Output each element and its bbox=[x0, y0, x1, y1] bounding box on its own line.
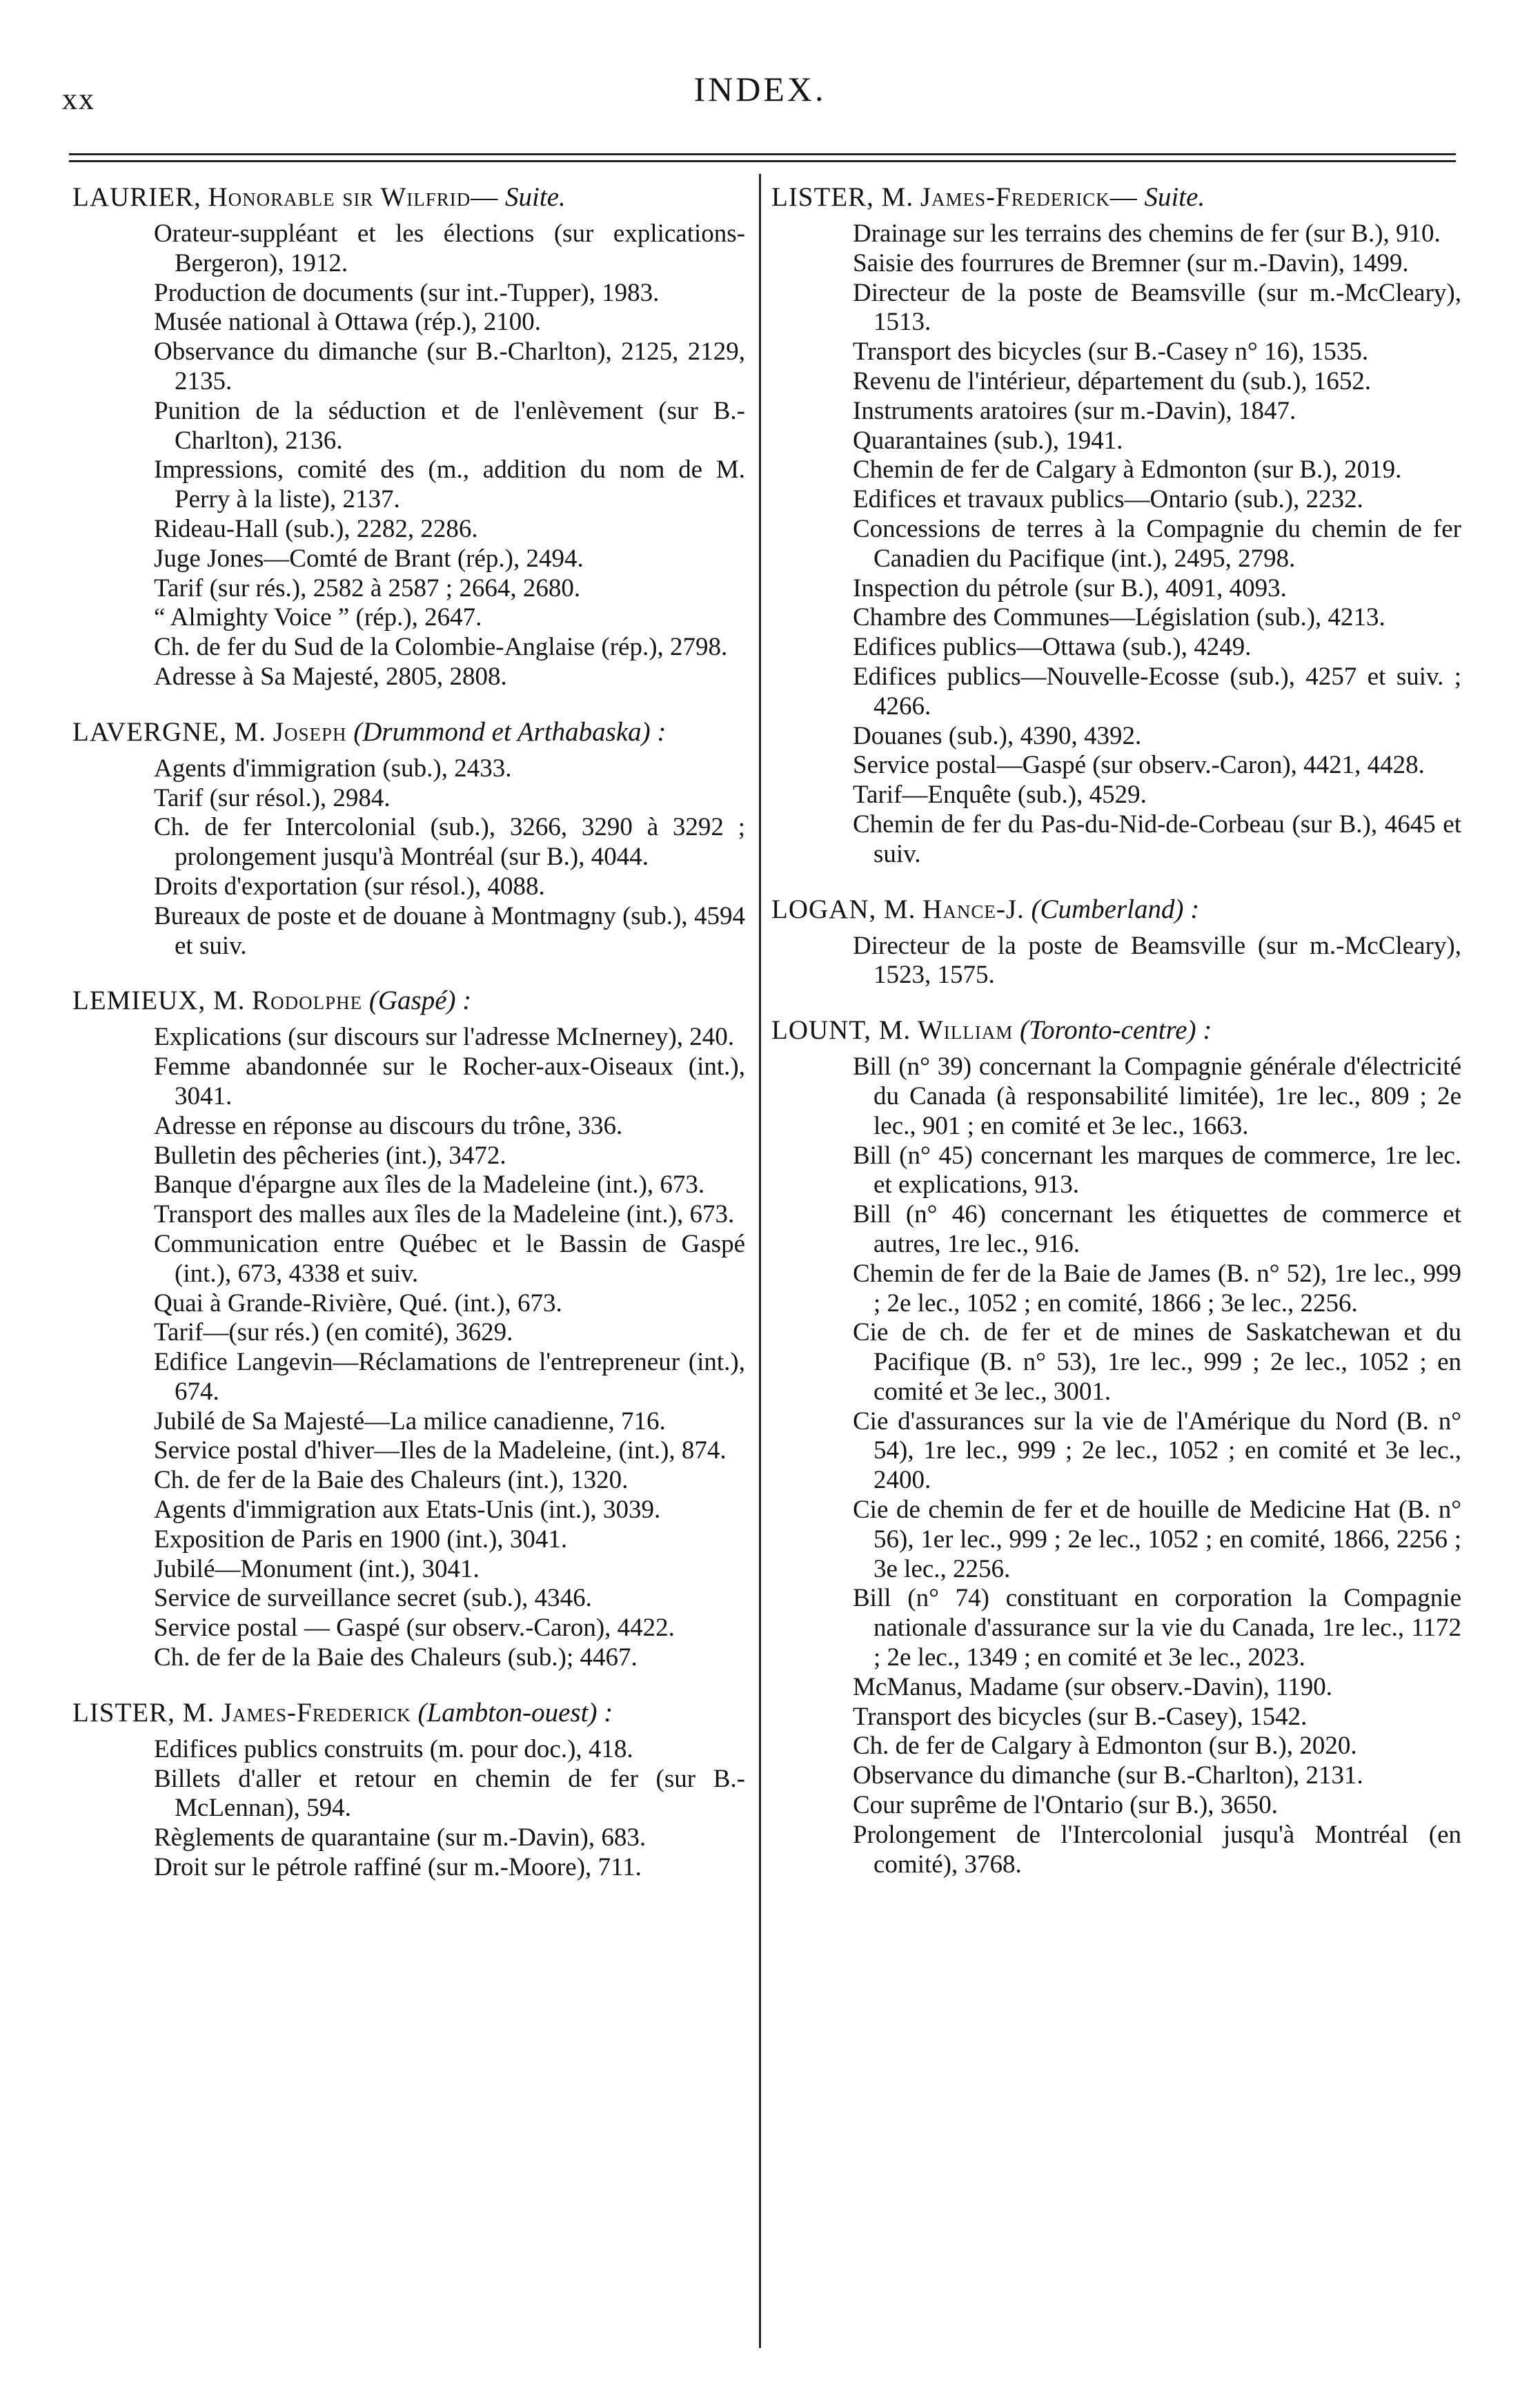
entry-item: Directeur de la poste de Beamsville (sur m.-McCleary), 1513. bbox=[853, 278, 1461, 337]
entry-item: Tarif—Enquête (sub.), 4529. bbox=[853, 781, 1147, 810]
entry-item: Observance du dimanche (sur B.-Charlton), 2131. bbox=[853, 1761, 1363, 1790]
entry-qualifier: Suite. bbox=[505, 182, 566, 212]
entry-item: Tarif—(sur rés.) (en comité), 3629. bbox=[154, 1318, 513, 1347]
entry-title: James-Frederick— bbox=[920, 182, 1138, 212]
entry-item: Chemin de fer de Calgary à Edmonton (sur B.), 2019. bbox=[853, 456, 1402, 484]
entry-heading bbox=[72, 716, 745, 749]
entry-item: Tarif (sur rés.), 2582 à 2587 ; 2664, 2680. bbox=[154, 574, 581, 603]
entry-qualifier: (Toronto-centre) : bbox=[1019, 1015, 1212, 1046]
entry-item: Service postal — Gaspé (sur observ.-Caron), 4422. bbox=[154, 1614, 675, 1643]
entry-item: Chemin de fer de la Baie de James (B. n° 52), 1re lec., 999 ; 2e lec., 1052 ; en comité, 1866 ; 3e lec., 2256. bbox=[853, 1259, 1461, 1318]
entry-title: Joseph bbox=[273, 716, 347, 747]
entry-item: Transport des malles aux îles de la Madeleine (int.), 673. bbox=[154, 1200, 735, 1229]
entry-item: Inspection du pétrole (sur B.), 4091, 4093. bbox=[853, 574, 1287, 603]
entry-item: Edifices publics construits (m. pour doc.), 418. bbox=[154, 1734, 633, 1763]
entry-item: McManus, Madame (sur observ.-Davin), 1190. bbox=[853, 1672, 1332, 1701]
entry-item: Douanes (sub.), 4390, 4392. bbox=[853, 721, 1142, 750]
entry-item: “ Almighty Voice ” (rép.), 2647. bbox=[154, 603, 482, 632]
entry-item: Cour suprême de l'Ontario (sur B.), 3650. bbox=[853, 1791, 1279, 1820]
right-column bbox=[771, 181, 1461, 1903]
entry-heading bbox=[72, 984, 745, 1017]
entry-item: Jubilé de Sa Majesté—La milice canadienne, 716. bbox=[154, 1407, 666, 1436]
entry-qualifier: (Cumberland) : bbox=[1031, 894, 1200, 924]
entry-item: Bill (n° 74) constituant en corporation la Compagnie nationale d'assurance sur la vie du Canada, 1re lec., 1172 ; 2e lec., 1349 ; en comité et 3e lec., 2023. bbox=[853, 1584, 1461, 1672]
entry-title: Honorable sir Wilfrid— bbox=[208, 182, 499, 212]
entry-item: Chemin de fer du Pas-du-Nid-de-Corbeau (sur B.), 4645 et suiv. bbox=[853, 810, 1461, 868]
entry-item: Cie de chemin de fer et de houille de Medicine Hat (B. n° 56), 1er lec., 999 ; 2e lec., 1052 ; en comité, 1866, 2256 ; 3e lec., 2256. bbox=[853, 1496, 1461, 1583]
header-rule-bottom bbox=[69, 160, 1456, 162]
entry-item: Cie de ch. de fer et de mines de Saskatchewan et du Pacifique (B. n° 53), 1re lec., 999 ; 2e lec., 1052 ; en comité et 3e lec., 3001. bbox=[853, 1318, 1461, 1406]
entry-item: Adresse à Sa Majesté, 2805, 2808. bbox=[154, 662, 507, 691]
entry-heading bbox=[771, 893, 1461, 926]
entry-name: LOGAN, M. bbox=[771, 894, 916, 924]
entry-item: Musée national à Ottawa (rép.), 2100. bbox=[154, 308, 541, 337]
entry-item: Ch. de fer de Calgary à Edmonton (sur B.), 2020. bbox=[853, 1732, 1357, 1761]
page-title: INDEX. bbox=[693, 70, 827, 108]
left-column bbox=[72, 181, 745, 1906]
entry-item: Bill (n° 46) concernant les étiquettes de commerce et autres, 1re lec., 916. bbox=[853, 1200, 1461, 1258]
entry-name: LAURIER, bbox=[72, 182, 201, 212]
entry-item: Billets d'aller et retour en chemin de fer (sur B.-McLennan), 594. bbox=[154, 1764, 745, 1823]
entry-item: Orateur-suppléant et les élections (sur explications-Bergeron), 1912. bbox=[154, 219, 745, 277]
entry-name: LOUNT, M. bbox=[771, 1015, 911, 1046]
entry-qualifier: (Gaspé) : bbox=[368, 986, 472, 1016]
entry-item: Punition de la séduction et de l'enlèvement (sur B.-Charlton), 2136. bbox=[154, 396, 745, 455]
entry-item: Prolongement de l'Intercolonial jusqu'à Montréal (en comité), 3768. bbox=[853, 1820, 1461, 1879]
entry-title: William bbox=[917, 1015, 1014, 1046]
entry-item: Exposition de Paris en 1900 (int.), 3041. bbox=[154, 1525, 568, 1554]
entry-item: Communication entre Québec et le Bassin de Gaspé (int.), 673, 4338 et suiv. bbox=[154, 1229, 745, 1288]
entry-item: Ch. de fer Intercolonial (sub.), 3266, 3290 à 3292 ; prolongement jusqu'à Montréal (sur B.), 4044. bbox=[154, 813, 745, 872]
entry-heading bbox=[72, 1696, 745, 1730]
entry-item: Ch. de fer de la Baie des Chaleurs (sub.); 4467. bbox=[154, 1643, 638, 1672]
entry-item: Quarantaines (sub.), 1941. bbox=[853, 426, 1123, 455]
entry-item: Adresse en réponse au discours du trône, 336. bbox=[154, 1111, 623, 1140]
entry-item: Directeur de la poste de Beamsville (sur m.-McCleary), 1523, 1575. bbox=[853, 931, 1461, 990]
entry-item: Explications (sur discours sur l'adresse McInerney), 240. bbox=[154, 1023, 735, 1052]
entry-title: Rodolphe bbox=[252, 986, 363, 1016]
entry-qualifier: (Drummond et Arthabaska) : bbox=[353, 716, 667, 747]
entry-item: Edifice Langevin—Réclamations de l'entrepreneur (int.), 674. bbox=[154, 1348, 745, 1406]
entry-item: Drainage sur les terrains des chemins de fer (sur B.), 910. bbox=[853, 219, 1441, 248]
entry-item: Edifices et travaux publics—Ontario (sub.), 2232. bbox=[853, 485, 1363, 514]
entry-item: Agents d'immigration (sub.), 2433. bbox=[154, 754, 512, 783]
entry-item: Revenu de l'intérieur, département du (sub.), 1652. bbox=[853, 366, 1372, 395]
entry-name: LAVERGNE, M. bbox=[72, 716, 267, 747]
index-entry bbox=[771, 893, 1461, 991]
page-number: xx bbox=[62, 82, 95, 116]
entry-item: Droits d'exportation (sur résol.), 4088. bbox=[154, 872, 545, 901]
entry-item: Instruments aratoires (sur m.-Davin), 1847. bbox=[853, 396, 1296, 425]
entry-item: Quai à Grande-Rivière, Qué. (int.), 673. bbox=[154, 1289, 562, 1318]
entry-item: Jubilé—Monument (int.), 3041. bbox=[154, 1554, 480, 1583]
entry-heading bbox=[771, 1014, 1461, 1047]
entry-item: Concessions de terres à la Compagnie du chemin de fer Canadien du Pacifique (int.), 2495, 2798. bbox=[853, 514, 1461, 573]
entry-item: Production de documents (sur int.-Tupper), 1983. bbox=[154, 278, 660, 307]
entry-item: Bill (n° 39) concernant la Compagnie générale d'électricité du Canada (à responsabilité limitée), 1re lec., 809 ; 2e lec., 901 ; en comité et 3e lec., 1663. bbox=[853, 1053, 1461, 1140]
index-entry bbox=[72, 716, 745, 961]
entry-title: Hance-J. bbox=[922, 894, 1025, 924]
entry-item: Impressions, comité des (m., addition du nom de M. Perry à la liste), 2137. bbox=[154, 456, 745, 514]
entry-item: Droit sur le pétrole raffiné (sur m.-Moore), 711. bbox=[154, 1853, 642, 1882]
entry-item: Transport des bicycles (sur B.-Casey), 1542. bbox=[853, 1702, 1307, 1731]
entry-item: Transport des bicycles (sur B.-Casey n° 16), 1535. bbox=[853, 337, 1369, 366]
index-entry bbox=[72, 984, 745, 1673]
entry-item: Cie d'assurances sur la vie de l'Amérique du Nord (B. n° 54), 1re lec., 999 ; 2e lec., 1052 ; en comité et 3e lec., 2400. bbox=[853, 1407, 1461, 1495]
entry-item: Edifices publics—Nouvelle-Ecosse (sub.), 4257 et suiv. ; 4266. bbox=[853, 662, 1461, 721]
index-entry bbox=[771, 1014, 1461, 1879]
entry-name: LEMIEUX, M. bbox=[72, 986, 246, 1016]
entry-item: Banque d'épargne aux îles de la Madeleine (int.), 673. bbox=[154, 1171, 705, 1200]
entry-title: James-Frederick bbox=[221, 1697, 411, 1727]
entry-heading bbox=[72, 181, 745, 214]
entry-item: Juge Jones—Comté de Brant (rép.), 2494. bbox=[154, 544, 584, 573]
entry-item: Service postal—Gaspé (sur observ.-Caron), 4421, 4428. bbox=[853, 751, 1425, 780]
index-entry bbox=[72, 1696, 745, 1883]
entry-item: Bureaux de poste et de douane à Montmagny (sub.), 4594 et suiv. bbox=[154, 901, 745, 960]
index-entry bbox=[771, 181, 1461, 870]
entry-item: Agents d'immigration aux Etats-Unis (int.), 3039. bbox=[154, 1496, 661, 1525]
entry-item: Femme abandonnée sur le Rocher-aux-Oiseaux (int.), 3041. bbox=[154, 1053, 745, 1110]
entry-item: Saisie des fourrures de Bremner (sur m.-Davin), 1499. bbox=[853, 248, 1409, 277]
entry-item: Ch. de fer de la Baie des Chaleurs (int.), 1320. bbox=[154, 1466, 629, 1495]
entry-item: Tarif (sur résol.), 2984. bbox=[154, 783, 391, 812]
header-rule-top bbox=[69, 153, 1456, 155]
entry-item: Bill (n° 45) concernant les marques de commerce, 1re lec. et explications, 913. bbox=[853, 1141, 1461, 1200]
entry-qualifier: Suite. bbox=[1144, 182, 1205, 212]
entry-item: Observance du dimanche (sur B.-Charlton), 2125, 2129, 2135. bbox=[154, 337, 745, 395]
entry-item: Service postal d'hiver—Iles de la Madeleine, (int.), 874. bbox=[154, 1436, 727, 1465]
index-entry bbox=[72, 181, 745, 692]
entry-item: Service de surveillance secret (sub.), 4346. bbox=[154, 1584, 592, 1613]
entry-item: Chambre des Communes—Législation (sub.), 4213. bbox=[853, 603, 1385, 632]
entry-name: LISTER, M. bbox=[771, 182, 914, 212]
entry-item: Règlements de quarantaine (sur m.-Davin), 683. bbox=[154, 1823, 647, 1852]
entry-name: LISTER, M. bbox=[72, 1697, 215, 1727]
entry-item: Bulletin des pêcheries (int.), 3472. bbox=[154, 1141, 506, 1170]
entry-item: Rideau-Hall (sub.), 2282, 2286. bbox=[154, 514, 478, 543]
entry-qualifier: (Lambton-ouest) : bbox=[417, 1697, 613, 1727]
column-divider bbox=[759, 174, 761, 2348]
entry-item: Edifices publics—Ottawa (sub.), 4249. bbox=[853, 633, 1252, 662]
entry-heading bbox=[771, 181, 1461, 214]
entry-item: Ch. de fer du Sud de la Colombie-Anglaise (rép.), 2798. bbox=[154, 633, 728, 662]
